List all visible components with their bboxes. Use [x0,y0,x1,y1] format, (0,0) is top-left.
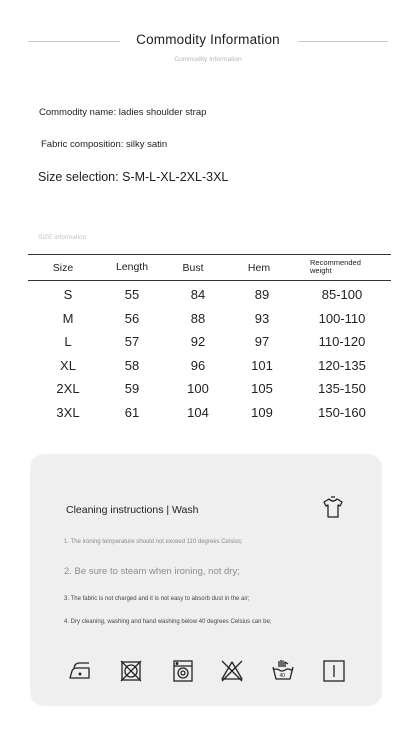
table-cell: 3XL [56,405,80,420]
table-cell: 89 [254,287,270,302]
table-cell: L [64,334,72,349]
table-cell: 61 [124,405,140,420]
table-cell: 57 [124,334,140,349]
table-cell: 84 [190,287,206,302]
no-bleach-icon [219,658,245,684]
shirt-icon [320,495,346,521]
table-cell: 93 [254,311,270,326]
size-selection: Size selection: S-M-L-XL-2XL-3XL [38,170,229,184]
col-header-length: Length [115,261,149,273]
col-header-bust: Bust [182,262,204,274]
washing-machine-icon [170,658,196,684]
table-cell: 100-110 [318,311,366,326]
cleaning-note-2: 2. Be sure to steam when ironing, not dry; [64,566,240,577]
cleaning-note-3: 3. The fabric is not charged and it is not easy to absorb dust in the air; [64,596,250,602]
table-cell: 105 [251,381,273,396]
table-cell: 150-160 [318,405,366,420]
table-cell: 2XL [56,381,80,396]
table-cell: 135-150 [318,381,366,396]
table-cell: M [62,311,74,326]
cleaning-note-4: 4. Dry cleaning, washing and hand washing below 40 degrees Celsius can be; [64,619,272,625]
table-header-rule [28,280,391,281]
table-cell: 88 [190,311,206,326]
cleaning-note-1: 1. The ironing temperature should not exceed 110 degrees Celsius; [64,539,243,545]
line-dry-icon [321,658,347,684]
table-cell: 85-100 [321,287,363,302]
commodity-name: Commodity name: ladies shoulder strap [39,107,207,118]
table-cell: S [63,287,73,302]
table-top-rule [28,254,391,255]
col-header-weight: Recommended weight [310,258,361,275]
table-cell: 110-120 [318,334,366,349]
fabric-composition: Fabric composition: silky satin [41,139,168,150]
table-cell: 92 [190,334,206,349]
col-header-size: Size [52,262,74,274]
no-tumble-dry-icon [118,658,144,684]
svg-text:40: 40 [279,673,286,679]
page-subtitle: Commodity Information [174,56,242,63]
cleaning-title: Cleaning instructions | Wash [66,504,199,516]
table-cell: 100 [187,381,209,396]
table-cell: 97 [254,334,270,349]
table-cell: 101 [251,358,273,373]
iron-icon [67,658,93,684]
table-cell: 58 [124,358,140,373]
size-info-label: SIZE information [38,234,87,241]
table-cell: XL [60,358,76,373]
table-cell: 120-135 [318,358,366,373]
table-cell: 56 [124,311,140,326]
table-cell: 109 [251,405,273,420]
table-cell: 59 [124,381,140,396]
col-header-hem: Hem [247,262,271,274]
page-title: Commodity Information [136,32,280,47]
table-cell: 104 [187,405,209,420]
table-cell: 96 [190,358,206,373]
table-cell: 55 [124,287,140,302]
hand-wash-icon [270,658,296,684]
